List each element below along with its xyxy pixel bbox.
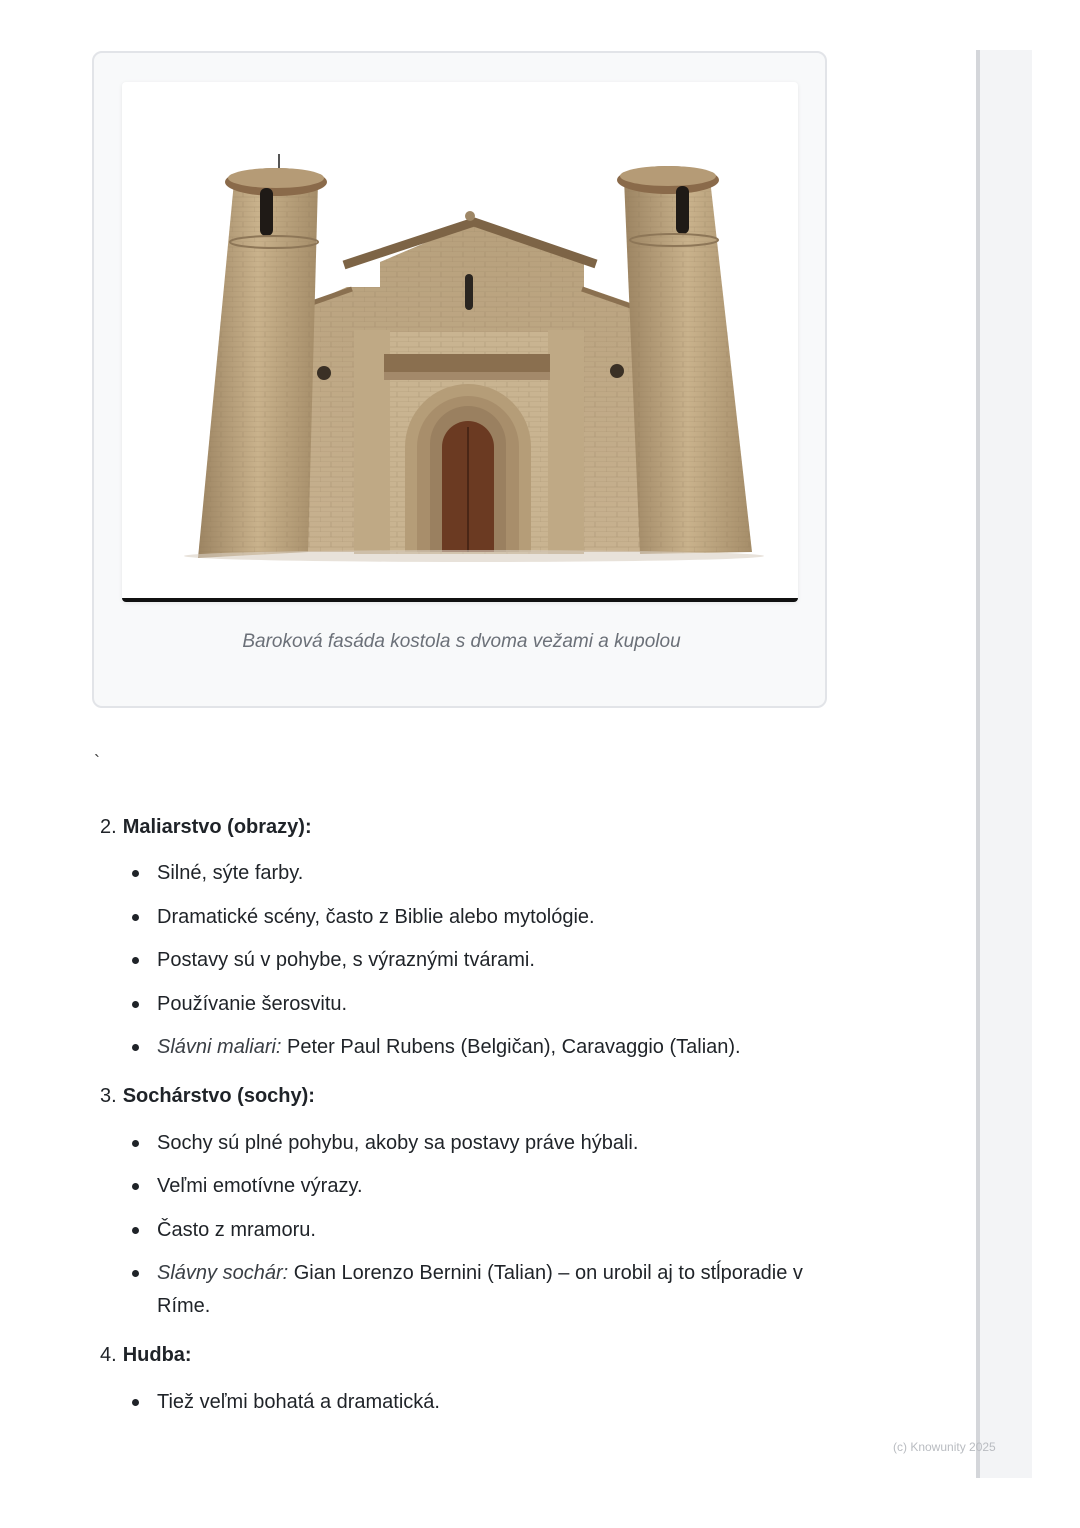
list-item xyxy=(132,1214,840,1247)
copyright-notice: (c) Knowunity 2025 xyxy=(893,1440,996,1454)
section-heading-sculpture xyxy=(100,1075,840,1119)
item-text: Peter Paul Rubens (Belgičan), Caravaggio (Talian). xyxy=(281,1036,741,1058)
bullet-list-sculpture xyxy=(100,1127,840,1324)
list-item xyxy=(132,857,840,890)
bullet-list-music xyxy=(100,1386,840,1419)
item-text: Postavy sú v pohybe, s výraznými tvárami. xyxy=(157,949,535,971)
section-number: 4. xyxy=(100,1344,117,1366)
item-text: Veľmi emotívne výrazy. xyxy=(157,1175,363,1197)
church-illustration xyxy=(122,82,798,602)
list-item xyxy=(132,1031,840,1064)
document-content xyxy=(100,805,840,1429)
section-heading-painting xyxy=(100,805,840,849)
stray-mark: ` xyxy=(94,752,100,772)
item-text: Často z mramoru. xyxy=(157,1218,316,1241)
bullet-list-painting xyxy=(100,857,840,1064)
section-number: 3. xyxy=(100,1085,117,1107)
list-item xyxy=(132,1386,840,1419)
figure-caption: Baroková fasáda kostola s dvoma vežami a kupolou xyxy=(242,631,681,652)
section-number: 2. xyxy=(100,815,117,838)
list-item xyxy=(132,988,840,1021)
section-heading-music xyxy=(100,1334,840,1378)
figure-card xyxy=(92,51,827,708)
section-title: Hudba: xyxy=(122,1344,192,1366)
section-title: Sochárstvo (sochy): xyxy=(122,1085,315,1107)
list-item xyxy=(132,1257,840,1323)
list-item xyxy=(132,1127,840,1160)
item-text: Tiež veľmi bohatá a dramatická. xyxy=(157,1390,440,1413)
item-emphasis: Slávny sochár: xyxy=(157,1262,289,1284)
list-item xyxy=(132,944,840,977)
section-title: Maliarstvo (obrazy): xyxy=(122,815,312,838)
item-text: Gian Lorenzo Bernini (Talian) – on urobil aj to stĺporadie v Ríme. xyxy=(157,1262,803,1317)
item-text: Dramatické scény, často z Biblie alebo mytológie. xyxy=(157,905,595,928)
side-panel xyxy=(976,50,1032,1478)
item-text: Silné, sýte farby. xyxy=(157,862,304,884)
item-text: Sochy sú plné pohybu, akoby sa postavy práve hýbali. xyxy=(157,1131,639,1154)
list-item xyxy=(132,901,840,934)
list-item xyxy=(132,1170,840,1203)
item-emphasis: Slávni maliari: xyxy=(157,1036,282,1058)
church-facade-image xyxy=(122,82,798,602)
item-text: Používanie šerosvitu. xyxy=(157,992,348,1015)
